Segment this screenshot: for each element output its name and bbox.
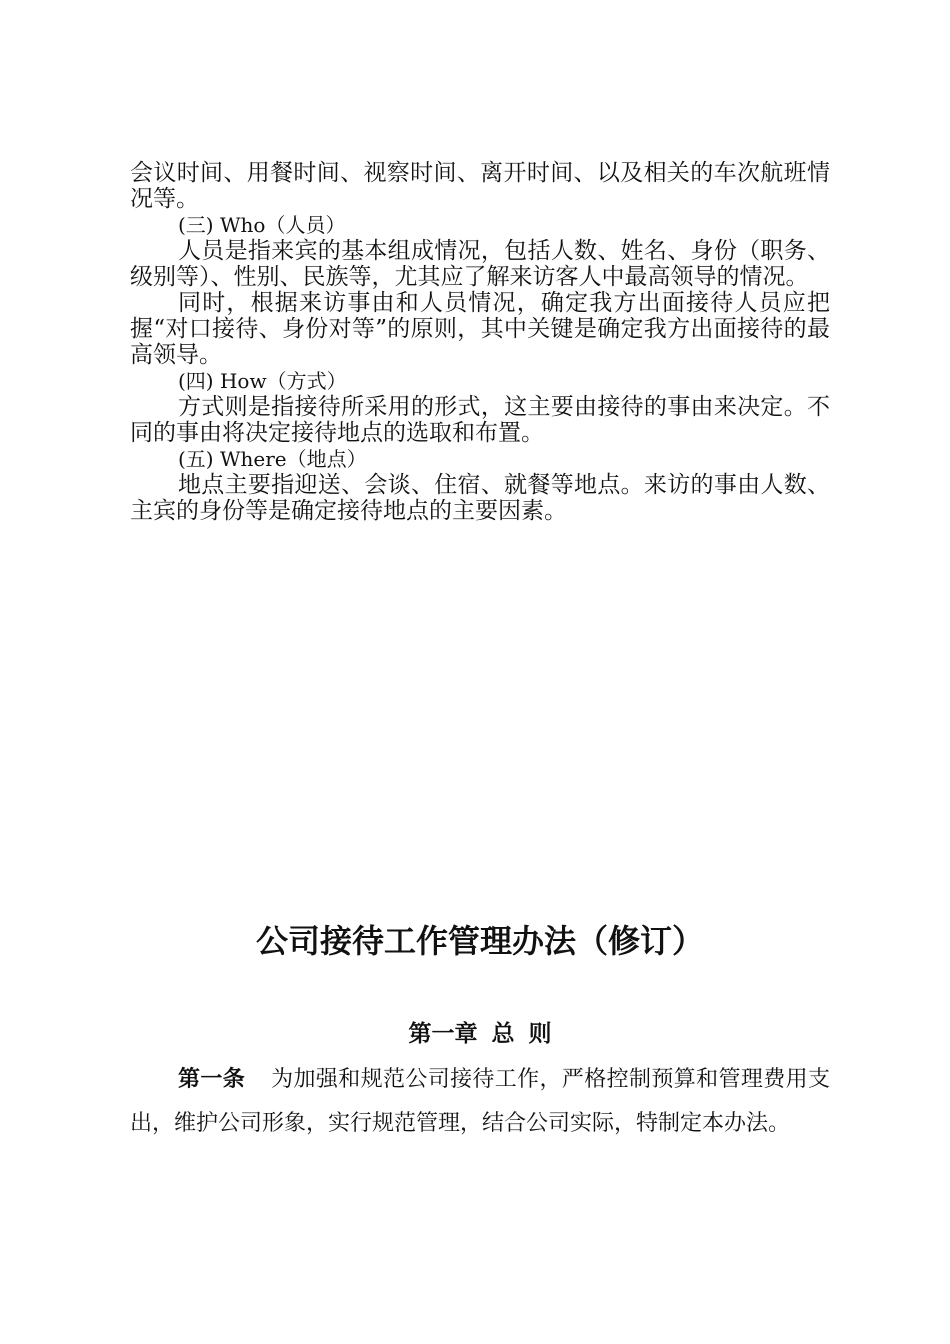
paragraph-counterpart: 同时，根据来访事由和人员情况，确定我方出面接待人员应把握“对口接待、身份对等”的原则，其中关键是确定我方出面接待的最高领导。 bbox=[130, 290, 830, 368]
heading-how: (四) How（方式） bbox=[178, 369, 347, 393]
heading-where: (五) Where（地点） bbox=[178, 447, 367, 471]
chapter-title: 第一章 总 则 bbox=[408, 1021, 552, 1047]
article-text: 为加强和规范公司接待工作，严格控制预算和管理费用支出，维护公司形象，实行规范管理，结合公司实际，特制定本办法。 bbox=[130, 1067, 830, 1136]
document-title: 公司接待工作管理办法（修订） bbox=[255, 922, 704, 960]
paragraph-method: 方式则是指接待所采用的形式，这主要由接待的事由来决定。不同的事由将决定接待地点的选取和布置。 bbox=[130, 394, 830, 446]
paragraph-personnel: 人员是指来宾的基本组成情况，包括人数、姓名、身份（职务、级别等）、性别、民族等，尤其应了解来访客人中最高领导的情况。 bbox=[130, 238, 830, 290]
heading-who: (三) Who（人员） bbox=[178, 213, 346, 237]
paragraph-times: 会议时间、用餐时间、视察时间、离开时间、以及相关的车次航班情况等。 bbox=[130, 160, 830, 212]
article-1 bbox=[130, 1058, 830, 1146]
article-label: 第一条 bbox=[178, 1067, 246, 1092]
paragraph-location: 地点主要指迎送、会谈、住宿、就餐等地点。来访的事由人数、主宾的身份等是确定接待地点的主要因素。 bbox=[130, 472, 830, 524]
upper-text-section bbox=[130, 160, 830, 524]
